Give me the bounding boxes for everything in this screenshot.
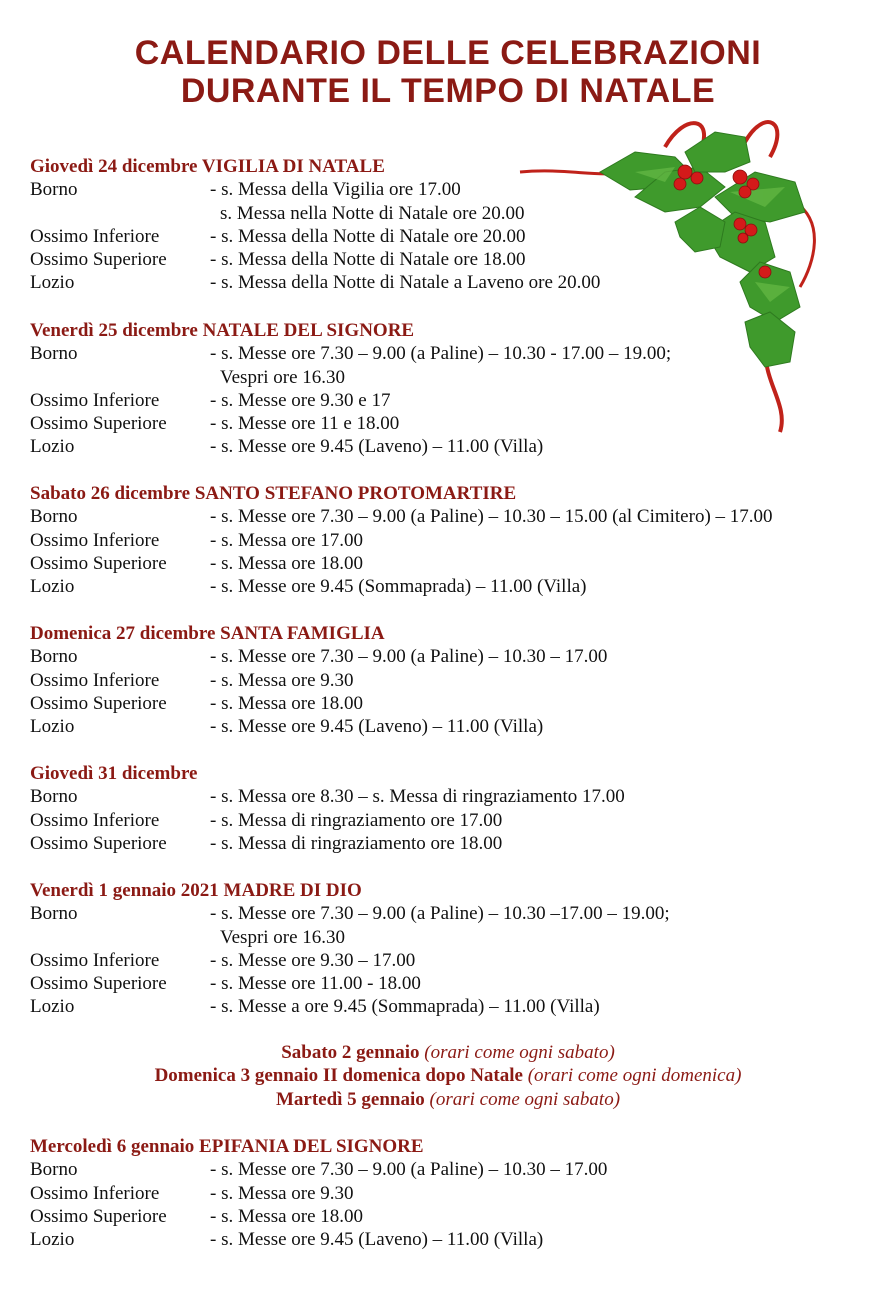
day-heading: Sabato 26 dicembre SANTO STEFANO PROTOMARTIRE: [30, 483, 517, 504]
place-name: Borno: [30, 506, 78, 528]
day-heading: Giovedì 24 dicembre VIGILIA DI NATALE: [30, 156, 385, 177]
note-date: Martedì 5 gennaio: [275, 1088, 425, 1110]
mass-times: - s. Messa della Notte di Natale ore 18.00: [210, 249, 526, 271]
schedule-row: [30, 271, 870, 294]
note-line: [0, 1041, 896, 1064]
mass-times: - s. Messe ore 7.30 – 9.00 (a Paline) – 10.30 –17.00 – 19.00;: [210, 903, 670, 925]
mass-times: - s. Messe ore 7.30 – 9.00 (a Paline) – 10.30 - 17.00 – 19.00;: [210, 343, 672, 365]
note-detail: (orari come ogni sabato): [429, 1088, 621, 1110]
mass-times: Vespri ore 16.30: [220, 366, 346, 388]
mass-times: - s. Messa della Vigilia ore 17.00: [210, 179, 461, 201]
schedule-row: [30, 1205, 870, 1228]
note-date: Domenica 3 gennaio II domenica dopo Natale: [154, 1065, 523, 1087]
place-name: Ossimo Inferiore: [30, 669, 160, 691]
schedule-row: [30, 995, 870, 1018]
note-date: Sabato 2 gennaio: [281, 1042, 420, 1063]
place-name: Ossimo Inferiore: [30, 389, 160, 411]
schedule-row: [30, 529, 870, 552]
schedule-row: [30, 1158, 870, 1181]
title-line-1: CALENDARIO DELLE CELEBRAZIONI: [134, 34, 762, 72]
place-name: Ossimo Superiore: [30, 552, 167, 574]
place-name: Ossimo Inferiore: [30, 1182, 160, 1204]
mass-times: - s. Messa ore 9.30: [210, 669, 354, 691]
note-line: [0, 1064, 896, 1087]
place-name: Ossimo Inferiore: [30, 949, 160, 971]
schedule-row: [30, 366, 870, 389]
mass-times: - s. Messe ore 9.45 (Laveno) – 11.00 (Villa): [210, 436, 544, 458]
title-line-2: DURANTE IL TEMPO DI NATALE: [180, 72, 716, 110]
place-name: Ossimo Inferiore: [30, 809, 160, 831]
note-detail: (orari come ogni sabato): [424, 1042, 615, 1063]
day-section: [30, 155, 870, 295]
schedule-row: [30, 972, 870, 995]
mass-times: s. Messa nella Notte di Natale ore 20.00: [220, 202, 525, 224]
place-name: Ossimo Superiore: [30, 692, 167, 714]
schedule-row: [30, 926, 870, 949]
day-section: [30, 1135, 870, 1251]
mass-times: - s. Messe ore 7.30 – 9.00 (a Paline) – 10.30 – 15.00 (al Cimitero) – 17.00: [210, 506, 773, 528]
day-section: [30, 482, 870, 598]
mass-times: - s. Messe ore 7.30 – 9.00 (a Paline) – 10.30 – 17.00: [210, 646, 608, 668]
place-name: Borno: [30, 903, 78, 925]
mass-times: - s. Messa ore 8.30 – s. Messa di ringraziamento 17.00: [210, 786, 625, 808]
schedule-row: [30, 1228, 870, 1251]
place-name: Borno: [30, 1159, 78, 1181]
schedule-row: [30, 225, 870, 248]
day-heading: Domenica 27 dicembre SANTA FAMIGLIA: [30, 623, 385, 644]
place-name: Ossimo Inferiore: [30, 529, 160, 551]
mass-times: - s. Messe ore 11 e 18.00: [210, 413, 400, 435]
schedule-row: [30, 202, 870, 225]
schedule-row: [30, 248, 870, 271]
schedule-row: [30, 645, 870, 668]
schedule-row: [30, 715, 870, 738]
schedule-row: [30, 785, 870, 808]
schedule-row: [30, 342, 870, 365]
note-line: [0, 1088, 896, 1111]
schedule-row: [30, 552, 870, 575]
place-name: Ossimo Superiore: [30, 249, 167, 271]
place-name: Borno: [30, 179, 78, 201]
schedule-row: [30, 902, 870, 925]
schedule-row: [30, 178, 870, 201]
day-heading: Venerdì 1 gennaio 2021 MADRE DI DIO: [30, 880, 362, 901]
place-name: Lozio: [30, 996, 75, 1018]
place-name: Lozio: [30, 716, 75, 738]
mass-times: - s. Messe ore 7.30 – 9.00 (a Paline) – 10.30 – 17.00: [210, 1159, 608, 1181]
schedule-row: [30, 832, 870, 855]
place-name: Lozio: [30, 576, 75, 598]
place-name: Borno: [30, 343, 78, 365]
mass-times: - s. Messa ore 17.00: [210, 529, 364, 551]
schedule-row: [30, 435, 870, 458]
day-heading: Giovedì 31 dicembre: [30, 763, 198, 784]
mass-times: Vespri ore 16.30: [220, 926, 346, 948]
place-name: Ossimo Inferiore: [30, 225, 160, 247]
mass-times: - s. Messa ore 18.00: [210, 1205, 364, 1227]
schedule-row: [30, 809, 870, 832]
schedule-row: [30, 1182, 870, 1205]
place-name: Ossimo Superiore: [30, 832, 167, 854]
schedule-row: [30, 412, 870, 435]
mass-times: - s. Messe ore 9.45 (Laveno) – 11.00 (Villa): [210, 716, 544, 738]
schedule-row: [30, 575, 870, 598]
place-name: Borno: [30, 646, 78, 668]
day-section: [30, 622, 870, 738]
mass-times: - s. Messa ore 9.30: [210, 1182, 354, 1204]
mass-times: - s. Messe a ore 9.45 (Sommaprada) – 11.00 (Villa): [210, 996, 600, 1018]
day-section: [30, 879, 870, 1019]
place-name: Ossimo Superiore: [30, 413, 167, 435]
day-heading: Venerdì 25 dicembre NATALE DEL SIGNORE: [30, 320, 415, 341]
mass-times: - s. Messe ore 9.45 (Sommaprada) – 11.00 (Villa): [210, 576, 587, 598]
place-name: Lozio: [30, 436, 75, 458]
place-name: Lozio: [30, 1229, 75, 1251]
page-title: [0, 34, 896, 110]
schedule-row: [30, 505, 870, 528]
schedule-row: [30, 949, 870, 972]
note-detail: (orari come ogni domenica): [527, 1065, 742, 1087]
mass-times: - s. Messa della Notte di Natale a Laveno ore 20.00: [210, 272, 601, 294]
mass-times: - s. Messa ore 18.00: [210, 692, 364, 714]
mass-times: - s. Messa di ringraziamento ore 18.00: [210, 832, 503, 854]
schedule-row: [30, 669, 870, 692]
mass-times: - s. Messe ore 9.45 (Laveno) – 11.00 (Villa): [210, 1229, 544, 1251]
mass-times: - s. Messe ore 11.00 - 18.00: [210, 973, 421, 995]
schedule-row: [30, 692, 870, 715]
mass-times: - s. Messe ore 9.30 e 17: [210, 389, 391, 411]
day-section: [30, 319, 870, 459]
mass-times: - s. Messe ore 9.30 – 17.00: [210, 949, 416, 971]
place-name: Ossimo Superiore: [30, 973, 167, 995]
notes-block: [0, 1041, 896, 1111]
day-heading: Mercoledì 6 gennaio EPIFANIA DEL SIGNORE: [30, 1136, 424, 1157]
mass-times: - s. Messa della Notte di Natale ore 20.00: [210, 225, 526, 247]
mass-times: - s. Messa ore 18.00: [210, 552, 364, 574]
day-section: [30, 762, 870, 855]
place-name: Ossimo Superiore: [30, 1205, 167, 1227]
mass-times: - s. Messa di ringraziamento ore 17.00: [210, 809, 503, 831]
place-name: Lozio: [30, 272, 75, 294]
schedule-row: [30, 389, 870, 412]
place-name: Borno: [30, 786, 78, 808]
